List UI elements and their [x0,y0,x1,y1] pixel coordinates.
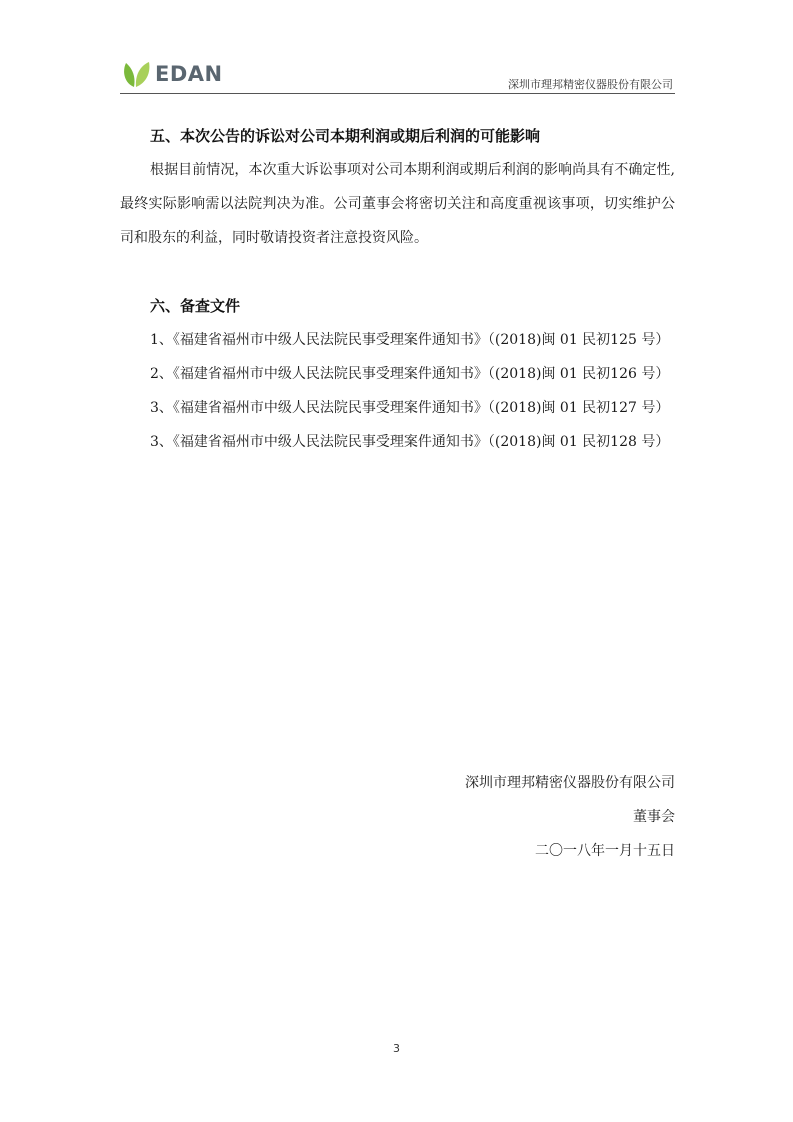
section-6-heading: 六、备查文件 [150,297,241,315]
signature-block [465,766,675,868]
reference-item-1: 1、《福建省福州市中级人民法院民事受理案件通知书》（(2018)闽 01 民初125 号） [150,332,670,348]
spacer [120,255,675,289]
document-body [120,119,675,459]
header-company-name: 深圳市理邦精密仪器股份有限公司 [508,78,673,91]
reference-item-4: 3、《福建省福州市中级人民法院民事受理案件通知书》（(2018)闽 01 民初128 号） [150,434,670,450]
page-number: 3 [393,1042,400,1055]
signature-company: 深圳市理邦精密仪器股份有限公司 [465,775,675,791]
reference-item-2: 2、《福建省福州市中级人民法院民事受理案件通知书》（(2018)闽 01 民初126 号） [150,366,670,382]
signature-date: 二〇一八年一月十五日 [535,843,675,859]
section-5-paragraph: 根据目前情况，本次重大诉讼事项对公司本期利润或期后利润的影响尚具有不确定性,最终实际影响需以法院判决为准。公司董事会将密切关注和高度重视该事项，切实维护公司和股东的利益，同时敬请投资者注意投资风险。 [120,162,675,246]
signature-board: 董事会 [633,809,675,825]
reference-item-3: 3、《福建省福州市中级人民法院民事受理案件通知书》（(2018)闽 01 民初127 号） [150,400,670,416]
company-logo [121,59,223,89]
header-divider [120,93,675,94]
section-5-heading: 五、本次公告的诉讼对公司本期利润或期后利润的可能影响 [150,127,541,145]
leaf-icon [121,59,151,89]
logo-text: EDAN [155,62,223,86]
